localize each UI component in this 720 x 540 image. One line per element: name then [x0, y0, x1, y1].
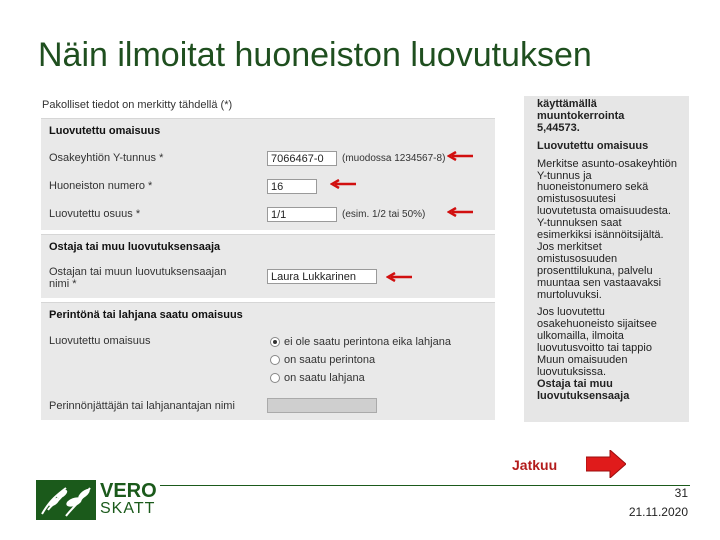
slide-title: Näin ilmoitat huoneiston luovutuksen	[38, 36, 592, 74]
osuus-hint: (esim. 1/2 tai 50%)	[342, 209, 426, 220]
radio-option-lahja[interactable]: on saatu lahjana	[270, 372, 365, 384]
ytunnus-hint: (muodossa 1234567-8)	[342, 153, 446, 164]
help-line: osakehuoneisto sijaitsee	[537, 318, 657, 331]
help-line: luovutetusta omaisuudesta.	[537, 205, 671, 218]
osuus-input[interactable]: 1/1	[267, 207, 337, 222]
required-note: Pakolliset tiedot on merkitty tähdellä (*)	[42, 99, 233, 111]
help-line: Y-tunnus ja	[537, 169, 592, 182]
field-label-huoneisto: Huoneiston numero *	[49, 180, 153, 192]
section-ostaja	[41, 234, 495, 298]
field-label-ytunnus: Osakeyhtiön Y-tunnus *	[49, 152, 164, 164]
radio-option-ei-perinto[interactable]: ei ole saatu perintona eika lahjana	[270, 336, 451, 348]
section-perinto-lahja	[41, 302, 495, 420]
field-label-antaja: Perinnönjättäjän tai lahjanantajan nimi	[49, 400, 235, 412]
field-label-osuus: Luovutettu osuus *	[49, 208, 141, 220]
help-line: prosenttilukuna, palvelu	[537, 264, 653, 277]
red-arrow-icon	[447, 151, 473, 161]
red-arrow-icon	[447, 207, 473, 217]
help-line: Ostaja tai muu	[537, 377, 613, 390]
section-title: Perintönä tai lahjana saatu omaisuus	[49, 309, 243, 321]
logo-emblem-icon	[36, 480, 96, 520]
radio-button[interactable]	[270, 373, 280, 383]
red-arrow-icon	[386, 272, 412, 282]
help-line: Muun omaisuuden	[537, 354, 628, 366]
form-screenshot	[41, 96, 495, 422]
continue-label: Jatkuu	[512, 457, 558, 473]
slide-date: 21.11.2020	[628, 505, 688, 519]
help-line: ulkomailla, ilmoita	[537, 330, 624, 343]
help-line: esimerkiksi isännöitsijältä.	[537, 229, 664, 241]
help-line: muuntaa sen vastaavaksi	[537, 276, 662, 289]
huoneisto-input[interactable]: 16	[267, 179, 317, 194]
help-line: käyttämällä	[537, 98, 597, 110]
help-line: Merkitse asunto-osakeyhtiön	[537, 157, 678, 170]
help-line: luovutuksissa.	[537, 365, 607, 378]
vero-skatt-logo	[36, 480, 157, 520]
help-panel	[524, 96, 689, 422]
radio-option-perinto[interactable]: on saatu perintona	[270, 354, 375, 366]
continue-arrow-icon[interactable]	[586, 450, 626, 478]
radio-group-label: Luovutettu omaisuus	[49, 335, 151, 347]
help-line: muuntokerrointa	[537, 109, 625, 122]
red-arrow-icon	[330, 179, 356, 189]
footer-divider	[160, 485, 690, 486]
page-number: 31	[674, 486, 688, 500]
help-line: Y-tunnuksen saat	[537, 217, 622, 230]
radio-button[interactable]	[270, 337, 280, 347]
field-label-ostaja-1: Ostajan tai muun luovutuksensaajan	[49, 266, 227, 278]
antaja-name-input[interactable]	[267, 398, 377, 413]
help-line: murtoluvuksi.	[537, 288, 602, 301]
field-label-ostaja-2: nimi *	[49, 278, 77, 290]
help-line: omistusosuuden	[537, 252, 618, 265]
help-line: luovutuksensaaja	[537, 389, 630, 402]
help-line: Luovutettu omaisuus	[537, 139, 649, 152]
ostaja-name-input[interactable]: Laura Lukkarinen	[267, 269, 377, 284]
help-line: 5,44573.	[537, 121, 580, 134]
radio-button[interactable]	[270, 355, 280, 365]
ytunnus-input[interactable]: 7066467-0	[267, 151, 337, 166]
logo-text-skatt: SKATT	[100, 500, 156, 517]
help-line: omistusosuutesi	[537, 193, 616, 206]
section-title: Ostaja tai muu luovutuksensaaja	[49, 241, 221, 253]
section-luovutettu-omaisuus	[41, 118, 495, 230]
help-line: huoneistonumero sekä	[537, 181, 649, 194]
help-line: luovutusvoitto tai tappio	[537, 342, 652, 355]
help-line: Jos luovutettu	[537, 306, 605, 319]
section-title: Luovutettu omaisuus	[49, 125, 161, 137]
help-line: Jos merkitset	[537, 240, 602, 253]
logo-text-vero: VERO	[100, 480, 157, 502]
